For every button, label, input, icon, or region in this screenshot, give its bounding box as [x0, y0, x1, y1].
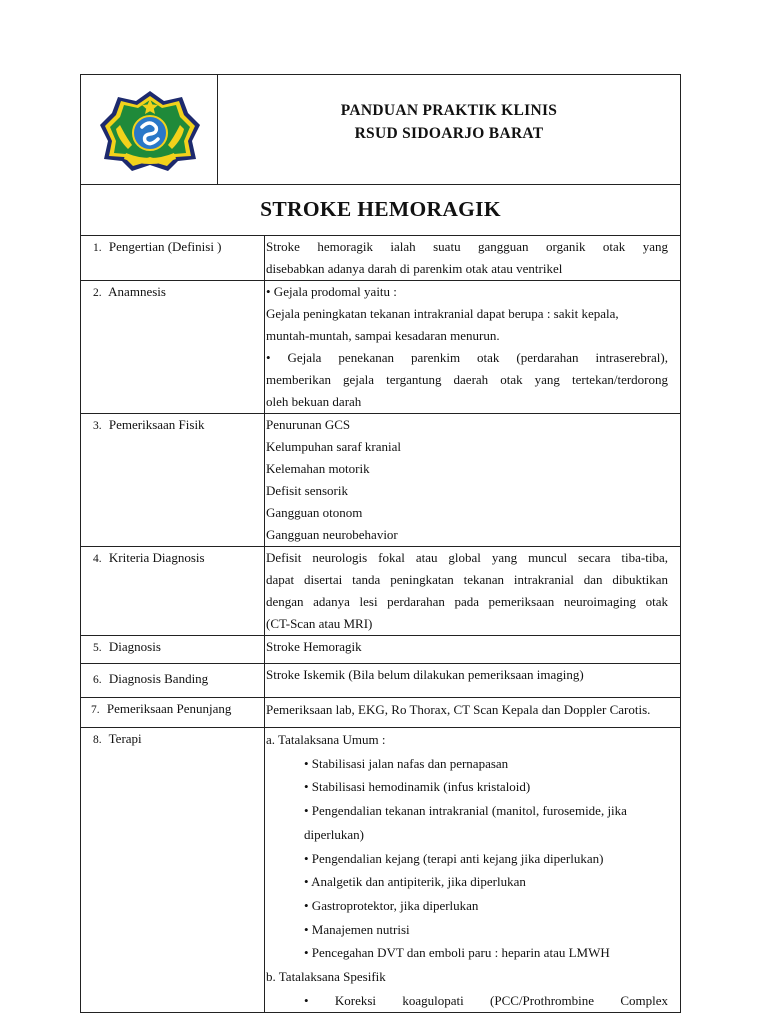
row-number: 1.: [93, 242, 102, 254]
text-line: • Gejala prodomal yaitu :: [266, 284, 397, 299]
text-line: Kelemahan motorik: [266, 461, 370, 476]
row-diagnosis: [81, 636, 681, 664]
row-number: 4.: [93, 553, 102, 565]
list-item: • Analgetik dan antipiterik, jika diperlukan: [304, 874, 526, 890]
row-number: 6.: [93, 674, 102, 686]
row-label-cell: [81, 664, 265, 698]
row-terapi: [81, 728, 681, 1013]
text-line: oleh bekuan darah: [266, 394, 362, 409]
row-value-cell: [265, 698, 681, 728]
list-item: • Manajemen nutrisi: [304, 921, 410, 937]
row-value-cell: [265, 414, 681, 547]
row-label-cell: [81, 236, 265, 281]
row-kriteria-diagnosis: [81, 547, 681, 636]
row-label: Pemeriksaan Fisik: [108, 417, 205, 432]
list-item: • Pengendalian kejang (terapi anti kejang jika diperlukan): [304, 850, 604, 866]
row-label-cell: [81, 636, 265, 664]
row-label: Kriteria Diagnosis: [108, 550, 205, 565]
header-title: [218, 99, 680, 145]
text-line: Penurunan GCS: [266, 417, 351, 432]
row-value-cell: [265, 664, 681, 698]
row-label: Diagnosis: [108, 639, 161, 654]
text-line: memberikan gejala tergantung daerah otak yang tertekan/terdorong: [266, 372, 668, 387]
header-line-1: PANDUAN PRAKTIK KLINIS: [340, 102, 558, 119]
sidoarjo-emblem-logo: [98, 89, 202, 173]
row-label-cell: [81, 547, 265, 636]
row-label-cell: [81, 414, 265, 547]
list-item: • Koreksi koagulopati (PCC/Prothrombine Complex: [304, 992, 668, 1008]
row-value-cell: [265, 236, 681, 281]
list-item: • Gastroprotektor, jika diperlukan: [304, 897, 479, 913]
text-line: Kelumpuhan saraf kranial: [266, 439, 402, 454]
list-item: • Pengendalian tekanan intrakranial (manitol, furosemide, jika: [304, 803, 627, 819]
text-line: • Gejala penekanan parenkim otak (perdarahan intraserebral),: [266, 350, 668, 365]
document-page: [80, 74, 681, 1024]
row-value-cell: [265, 728, 681, 1013]
row-value-cell: [265, 547, 681, 636]
subheading: b. Tatalaksana Spesifik: [266, 969, 386, 985]
subheading: a. Tatalaksana Umum :: [266, 732, 386, 747]
row-label: Pengertian (Definisi ): [108, 239, 222, 254]
list-item: • Pencegahan DVT dan emboli paru : heparin atau LMWH: [304, 945, 610, 961]
row-pemeriksaan-fisik: [81, 414, 681, 547]
row-number: 7.: [91, 704, 100, 716]
header-line-2: RSUD SIDOARJO BARAT: [354, 125, 544, 142]
document-title-row: [80, 184, 681, 236]
text-line: Stroke Iskemik (Bila belum dilakukan pemeriksaan imaging): [266, 667, 584, 682]
row-value-cell: [265, 636, 681, 664]
text-line: Pemeriksaan lab, EKG, Ro Thorax, CT Scan Kepala dan Doppler Carotis.: [266, 702, 651, 717]
text-line: Defisit neurologis fokal atau global yang muncul secara tiba-tiba,: [266, 550, 668, 565]
row-label: Diagnosis Banding: [108, 671, 209, 686]
text-line: dengan adanya lesi perdarahan pada pemeriksaan neuroimaging otak: [266, 594, 668, 609]
text-line: dapat disertai tanda peningkatan tekanan intrakranial dan dibuktikan: [266, 572, 668, 587]
text-line: disebabkan adanya darah di parenkim otak atau ventrikel: [266, 261, 563, 276]
text-line: Gejala peningkatan tekanan intrakranial dapat berupa : sakit kepala,: [266, 306, 619, 321]
row-pemeriksaan-penunjang: [81, 698, 681, 728]
row-label: Anamnesis: [108, 284, 166, 299]
list-item: • Stabilisasi jalan nafas dan pernapasan: [304, 755, 509, 771]
row-label-cell: [81, 698, 265, 728]
clinical-table: [80, 235, 681, 1013]
row-label-cell: [81, 281, 265, 414]
text-line: Stroke hemoragik ialah suatu gangguan organik otak yang: [266, 239, 668, 254]
row-number: 8.: [93, 734, 102, 746]
row-number: 2.: [93, 287, 102, 299]
text-line: Gangguan neurobehavior: [266, 527, 398, 542]
text-line: Stroke Hemoragik: [266, 639, 362, 654]
document-header: [80, 74, 681, 185]
row-label-cell: [81, 728, 265, 1013]
row-label: Pemeriksaan Penunjang: [106, 701, 232, 716]
row-number: 3.: [93, 420, 102, 432]
list-item-continuation: diperlukan): [304, 826, 364, 842]
list-item: • Stabilisasi hemodinamik (infus kristaloid): [304, 779, 531, 795]
row-diagnosis-banding: [81, 664, 681, 698]
text-line: Gangguan otonom: [266, 505, 363, 520]
text-line: muntah-muntah, sampai kesadaran menurun.: [266, 328, 500, 343]
row-number: 5.: [93, 642, 102, 654]
logo-cell: [81, 75, 218, 185]
row-label: Terapi: [108, 731, 142, 746]
row-anamnesis: [81, 281, 681, 414]
text-line: (CT-Scan atau MRI): [266, 616, 373, 631]
text-line: Defisit sensorik: [266, 483, 348, 498]
document-title: STROKE HEMORAGIK: [260, 197, 501, 221]
row-pengertian: [81, 236, 681, 281]
row-value-cell: [265, 281, 681, 414]
